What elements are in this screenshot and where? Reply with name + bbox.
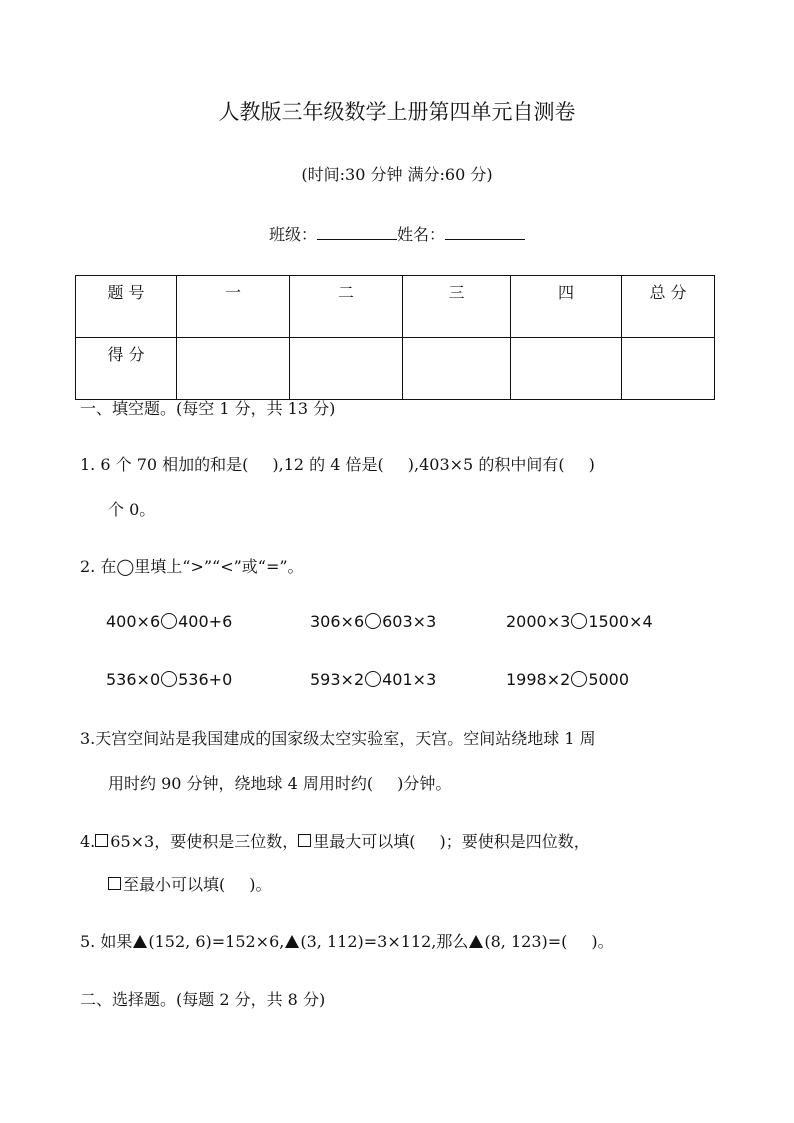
digit-box-icon	[108, 877, 121, 890]
header-cell: 四	[511, 276, 622, 338]
compare-right: 1500×4	[588, 612, 653, 631]
header-cell: 一	[177, 276, 290, 338]
name-blank[interactable]	[445, 225, 525, 240]
compare-right: 603×3	[382, 612, 437, 631]
class-blank[interactable]	[317, 225, 397, 240]
question-4-line1	[80, 829, 590, 852]
q4-text-c: 里最大可以填(	[313, 832, 416, 851]
compare-left: 306×6	[310, 612, 365, 631]
compare-left: 2000×3	[506, 612, 571, 631]
compare-right: 536+0	[178, 670, 233, 689]
q4-number: 4.	[80, 832, 96, 851]
triangle-icon	[469, 935, 483, 948]
compare-circle[interactable]	[571, 671, 587, 687]
q4-text-f: )。	[249, 875, 272, 894]
score-row-label: 得 分	[76, 338, 177, 400]
compare-left: 1998×2	[506, 670, 571, 689]
compare-item	[310, 612, 436, 631]
question-4-line2	[108, 872, 272, 895]
compare-circle[interactable]	[365, 613, 381, 629]
q1-text-b: ),12 的 4 倍是(	[272, 455, 384, 474]
score-cell[interactable]	[290, 338, 403, 400]
q4-text-b: 65×3，要使积是三位数，	[110, 832, 299, 851]
q1-text-d: )	[588, 455, 595, 474]
triangle-icon	[133, 935, 147, 948]
page-title: 人教版三年级数学上册第四单元自测卷	[218, 100, 576, 124]
compare-item	[310, 670, 436, 689]
digit-box-icon	[298, 834, 311, 847]
header-cell: 二	[290, 276, 403, 338]
header-cell: 三	[403, 276, 511, 338]
compare-circle[interactable]	[365, 671, 381, 687]
compare-left: 593×2	[310, 670, 365, 689]
compare-item	[506, 612, 653, 631]
q5-text-d: (8, 123)=(	[484, 932, 568, 951]
q3-text-b: )分钟。	[397, 774, 452, 793]
compare-right: 5000	[588, 670, 630, 689]
header-cell: 总 分	[622, 276, 715, 338]
compare-circle[interactable]	[161, 613, 177, 629]
question-1-line2: 个 0。	[108, 500, 156, 519]
digit-box-icon	[95, 834, 108, 847]
q5-text-e: )。	[591, 932, 614, 951]
compare-item	[506, 670, 629, 689]
compare-right: 401×3	[382, 670, 437, 689]
question-1-line1	[80, 452, 595, 475]
q5-text-c: (3, 112)=3×112,那么	[300, 932, 469, 951]
q4-text-d: )；要使积是四位数，	[439, 832, 590, 851]
score-table-header-row	[76, 276, 715, 338]
q3-text-a: 用时约 90 分钟，绕地球 4 周用时约(	[108, 774, 374, 793]
score-cell[interactable]	[403, 338, 511, 400]
section2-heading: 二、选择题。(每题 2 分，共 8 分)	[80, 990, 326, 1009]
score-cell[interactable]	[622, 338, 715, 400]
compare-left: 400×6	[106, 612, 161, 631]
name-label: 姓名：	[397, 225, 446, 244]
triangle-icon	[285, 935, 299, 948]
score-table-score-row	[76, 338, 715, 400]
q1-text-a: 1. 6 个 70 相加的和是(	[80, 455, 249, 474]
student-info-line	[0, 222, 794, 245]
exam-time-info: (时间:30 分钟 满分:60 分)	[301, 165, 493, 184]
score-cell[interactable]	[511, 338, 622, 400]
compare-circle[interactable]	[161, 671, 177, 687]
section1-heading: 一、填空题。(每空 1 分，共 13 分)	[80, 399, 336, 418]
question-5	[80, 929, 614, 952]
compare-left: 536×0	[106, 670, 161, 689]
question-2-prompt: 2. 在◯里填上“>”“<”或“=”。	[80, 557, 304, 576]
compare-item	[106, 670, 232, 689]
score-table	[75, 275, 715, 400]
compare-item	[106, 612, 232, 631]
header-cell: 题 号	[76, 276, 177, 338]
class-label: 班级：	[268, 225, 317, 244]
question-3-line1: 3.天宫空间站是我国建成的国家级太空实验室，天宫。空间站绕地球 1 周	[80, 729, 596, 748]
score-cell[interactable]	[177, 338, 290, 400]
q5-text-a: 5. 如果	[80, 932, 133, 951]
q5-text-b: (152, 6)=152×6,	[148, 932, 285, 951]
q4-text-e: 至最小可以填(	[123, 875, 226, 894]
compare-circle[interactable]	[571, 613, 587, 629]
question-3-line2	[108, 771, 451, 794]
q1-text-c: ),403×5 的积中间有(	[407, 455, 565, 474]
compare-right: 400+6	[178, 612, 233, 631]
